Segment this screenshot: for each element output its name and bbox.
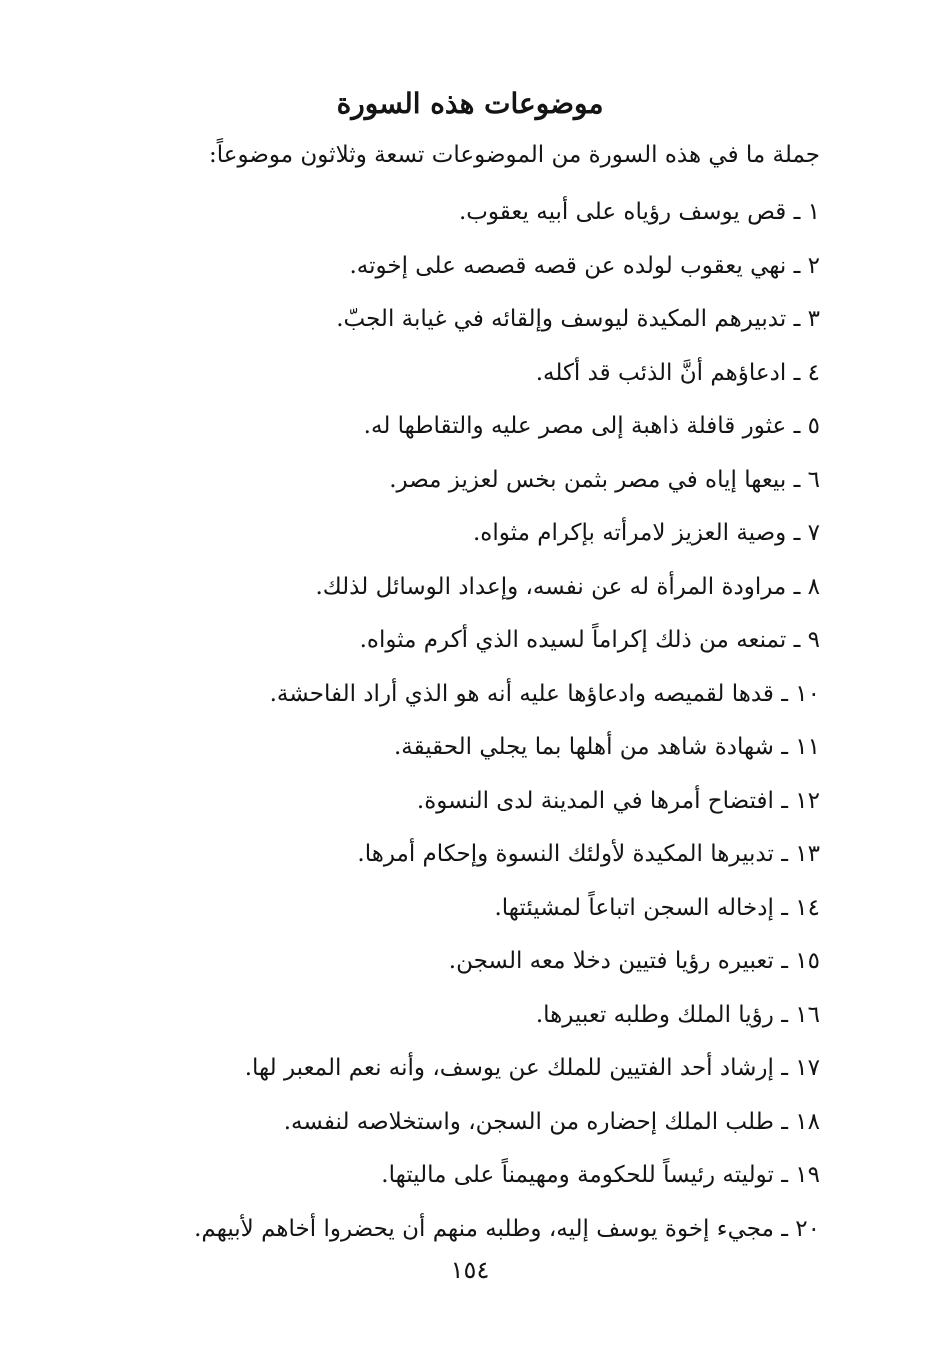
topic-number: ١٨: [795, 1108, 820, 1135]
list-item: [100, 454, 820, 508]
list-item: [100, 561, 820, 615]
topic-separator: ـ: [781, 1055, 788, 1081]
list-item: [100, 507, 820, 561]
topic-number: ١: [807, 199, 820, 225]
topic-separator: ـ: [793, 306, 801, 332]
topic-separator: ـ: [793, 252, 801, 279]
topic-number: ١٥: [795, 948, 820, 974]
topic-separator: ـ: [793, 413, 801, 439]
list-item: [100, 721, 820, 775]
topic-number: ٩: [807, 627, 820, 653]
topic-text: شهادة شاهد من أهلها بما يجلي الحقيقة.: [393, 734, 774, 760]
topic-text: وصية العزيز لامرأته بإكرام مثواه.: [473, 520, 787, 546]
list-item: [100, 614, 820, 668]
topic-separator: ـ: [781, 1162, 788, 1188]
topic-text: نهي يعقوب لولده عن قصه قصصه على إخوته.: [349, 252, 787, 279]
topic-number: ٦: [807, 466, 820, 493]
topic-text: توليته رئيساً للحكومة ومهيمناً على ماليتها.: [381, 1162, 774, 1188]
topic-text: طلب الملك إحضاره من السجن، واستخلاصه لنفسه.: [283, 1108, 774, 1135]
list-item: [100, 668, 820, 722]
topic-text: تعبيره رؤيا فتيين دخلا معه السجن.: [448, 948, 774, 974]
topic-separator: ـ: [793, 627, 801, 653]
topic-text: ادعاؤهم أنَّ الذئب قد أكله.: [535, 359, 787, 386]
topic-number: ٥: [807, 413, 820, 439]
topic-number: ٣: [807, 306, 820, 332]
topic-separator: ـ: [781, 734, 788, 760]
topic-number: ١٠: [795, 680, 820, 707]
topic-separator: ـ: [781, 680, 788, 707]
list-item: [100, 293, 820, 347]
topic-number: ١٢: [795, 787, 820, 814]
topic-number: ٤: [807, 359, 820, 386]
list-item: [100, 828, 820, 882]
list-item: [100, 989, 820, 1043]
topic-separator: ـ: [781, 948, 788, 974]
topic-number: ١٤: [795, 894, 820, 921]
topic-separator: ـ: [781, 1001, 788, 1028]
topic-text: قص يوسف رؤياه على أبيه يعقوب.: [458, 199, 787, 225]
topic-number: ١٣: [795, 841, 820, 867]
topic-separator: ـ: [793, 520, 801, 546]
topic-separator: ـ: [781, 894, 788, 921]
list-item: [100, 1203, 820, 1257]
topics-list: [100, 186, 820, 1256]
topic-text: تدبيرها المكيدة لأولئك النسوة وإحكام أمرها.: [357, 841, 774, 867]
list-item: [100, 1042, 820, 1096]
topic-number: ١٦: [795, 1001, 820, 1028]
page-number: ١٥٤: [450, 1256, 490, 1284]
topic-number: ١٩: [795, 1162, 820, 1188]
list-item: [100, 1149, 820, 1203]
list-item: [100, 882, 820, 936]
topic-separator: ـ: [781, 1108, 788, 1135]
topic-text: إرشاد أحد الفتيين للملك عن يوسف، وأنه نعم المعبر لها.: [244, 1055, 774, 1081]
list-item: [100, 1096, 820, 1150]
topic-number: ٢٠: [795, 1215, 820, 1242]
topic-separator: ـ: [793, 466, 801, 493]
topic-text: إدخاله السجن اتباعاً لمشيئتها.: [494, 894, 774, 921]
list-item: [100, 400, 820, 454]
topic-separator: ـ: [781, 1215, 788, 1242]
topic-separator: ـ: [781, 787, 788, 814]
list-item: [100, 186, 820, 240]
topic-text: عثور قافلة ذاهبة إلى مصر عليه والتقاطها له.: [363, 413, 787, 439]
topic-text: مجيء إخوة يوسف إليه، وطلبه منهم أن يحضروا أخاهم لأبيهم.: [194, 1215, 774, 1242]
topic-text: بيعها إياه في مصر بثمن بخس لعزيز مصر.: [389, 466, 787, 493]
topic-text: افتضاح أمرها في المدينة لدى النسوة.: [416, 787, 774, 814]
topic-text: تمنعه من ذلك إكراماً لسيده الذي أكرم مثواه.: [359, 627, 787, 653]
topic-number: ٨: [807, 573, 820, 600]
topic-text: تدبيرهم المكيدة ليوسف وإلقائه في غيابة الجبّ.: [336, 306, 787, 332]
topic-separator: ـ: [793, 573, 801, 600]
topic-separator: ـ: [793, 199, 801, 225]
topic-number: ١١: [795, 734, 820, 760]
topic-text: رؤيا الملك وطلبه تعبيرها.: [535, 1001, 774, 1028]
topic-number: ٢: [807, 252, 820, 279]
list-item: [100, 775, 820, 829]
topic-text: قدها لقميصه وادعاؤها عليه أنه هو الذي أراد الفاحشة.: [269, 680, 774, 707]
topic-number: ٧: [807, 520, 820, 546]
topic-text: مراودة المرأة له عن نفسه، وإعداد الوسائل لذلك.: [315, 573, 787, 600]
topic-separator: ـ: [781, 841, 788, 867]
list-item: [100, 347, 820, 401]
list-item: [100, 935, 820, 989]
topic-number: ١٧: [795, 1055, 820, 1081]
list-item: [100, 240, 820, 294]
topic-separator: ـ: [793, 359, 801, 386]
intro-text: جملة ما في هذه السورة من الموضوعات تسعة وثلاثون موضوعاً:: [208, 142, 820, 168]
page-title: موضوعات هذه السورة: [336, 87, 604, 120]
